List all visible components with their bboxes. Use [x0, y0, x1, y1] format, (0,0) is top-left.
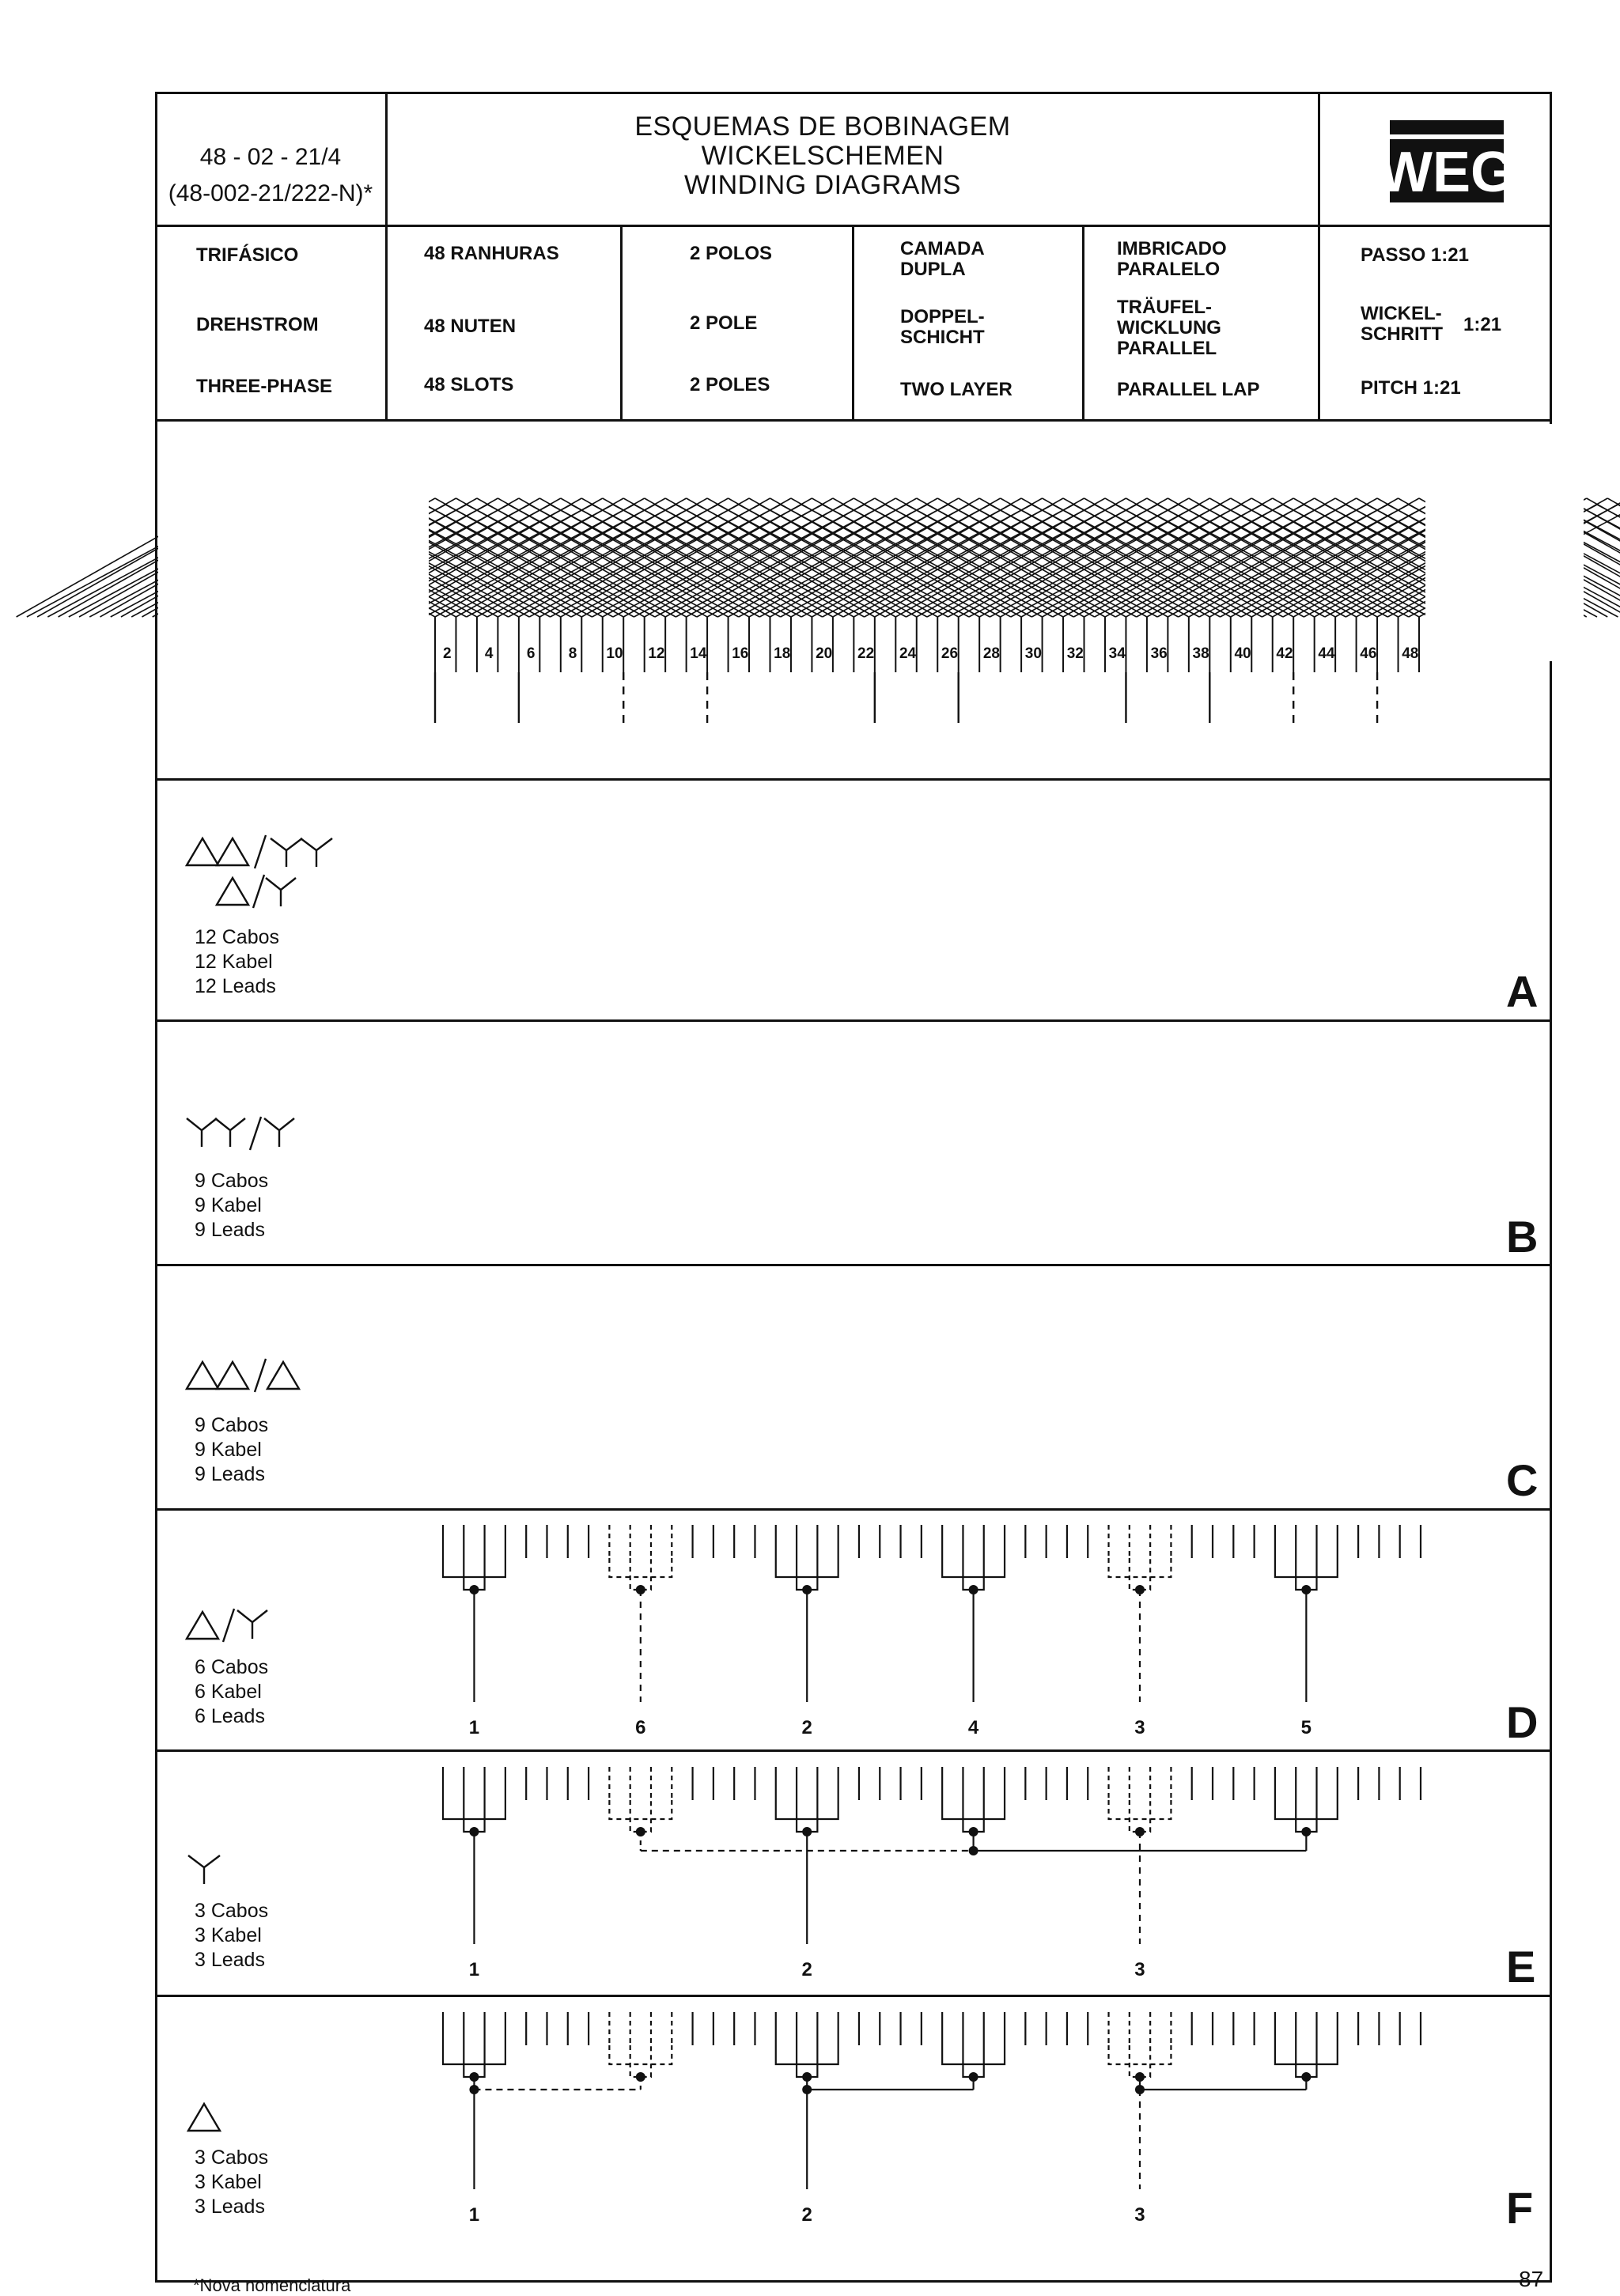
sep-e-f — [155, 1995, 1552, 1997]
slot-number: 40 — [1234, 645, 1251, 662]
spec-winding-de: TRÄUFEL- WICKLUNG PARALLEL — [1117, 297, 1221, 359]
slot-number: 26 — [941, 645, 959, 662]
section-letter: B — [1506, 1212, 1539, 1261]
page-number: 87 — [1519, 2267, 1544, 2291]
spec-slots-de: 48 NUTEN — [424, 316, 517, 337]
leads-line: 3 Cabos — [195, 1900, 269, 1922]
spec-pitch-de-value: 1:21 — [1463, 314, 1502, 335]
coil-group-bracket — [942, 2045, 1005, 2064]
connection-diagram-d — [0, 1512, 1582, 1749]
spec-layer-pt: CAMADA DUPLA — [900, 238, 985, 280]
slot-number: 46 — [1360, 645, 1377, 662]
slot-number: 6 — [526, 645, 536, 662]
slot-number: 32 — [1066, 645, 1084, 662]
symbol-stroke — [187, 838, 218, 865]
sep-d-e — [155, 1749, 1552, 1752]
symbol-stroke — [217, 838, 248, 865]
spec-slots-en: 48 SLOTS — [424, 374, 514, 395]
spec-poles — [690, 242, 848, 416]
spec-pitch-de: WICKEL- SCHRITT — [1361, 303, 1443, 345]
spec-poles-pt: 2 POLOS — [690, 243, 773, 264]
leads-line: 3 Kabel — [195, 2171, 262, 2193]
symbol-stroke — [255, 1359, 266, 1392]
leads-line: 6 Cabos — [195, 1656, 269, 1678]
page-title — [388, 112, 1258, 200]
spec-col-line-4 — [1082, 225, 1084, 421]
coil-group-bracket — [443, 1800, 505, 1819]
title-pt: ESQUEMAS DE BOBINAGEM — [634, 112, 1011, 142]
leads-line: 9 Cabos — [195, 1414, 269, 1436]
leads-line: 9 Cabos — [195, 1170, 269, 1192]
coil-group-bracket — [443, 2045, 505, 2064]
spec-phase-pt: TRIFÁSICO — [196, 244, 299, 266]
terminal-number: 4 — [967, 1717, 979, 1738]
weg-logo — [1379, 119, 1515, 206]
drawing-code — [158, 139, 383, 212]
leads-line: 3 Leads — [195, 2196, 265, 2218]
coil-group-bracket — [942, 1558, 1005, 1577]
spec-phase-de: DREHSTROM — [196, 314, 319, 335]
drawing-code-line2: (48-002-21/222-N)* — [168, 180, 373, 206]
terminal-number: 2 — [801, 2204, 812, 2226]
spec-layer — [900, 237, 1078, 416]
spec-col-line-5 — [1318, 225, 1320, 421]
leads-label — [195, 1169, 268, 1243]
leads-line: 3 Leads — [195, 1949, 265, 1971]
slot-number: 12 — [648, 645, 665, 662]
spec-phase-en: THREE-PHASE — [196, 376, 333, 397]
winding-diagram — [158, 424, 1550, 775]
spec-pitch — [1361, 242, 1549, 416]
spec-winding-pt: IMBRICADO PARALELO — [1117, 238, 1227, 280]
slot-number: 20 — [816, 645, 833, 662]
spec-layer-de: DOPPEL- SCHICHT — [900, 306, 985, 348]
connection-diagram-e — [0, 1754, 1582, 1992]
coil-group-bracket — [1275, 2045, 1338, 2064]
coil-group-bracket — [609, 1558, 672, 1577]
symbol-stroke — [253, 875, 264, 908]
symbol-stroke — [187, 1362, 218, 1389]
symbol-stroke — [215, 1118, 245, 1147]
symbol-stroke — [271, 838, 302, 867]
title-de: WICKELSCHEMEN — [701, 141, 944, 171]
leads-line: 9 Leads — [195, 1219, 265, 1241]
coil-group-bracket — [942, 1800, 1005, 1819]
slot-number: 28 — [982, 645, 1000, 662]
coil-group-bracket — [776, 1800, 838, 1819]
connection-symbol-icon — [185, 1356, 320, 1395]
leads-line: 3 Kabel — [195, 1924, 262, 1946]
slot-number: 38 — [1192, 645, 1209, 662]
coil-group-bracket — [609, 2045, 672, 2064]
leads-label — [195, 925, 279, 999]
slot-number: 22 — [857, 645, 875, 662]
spec-col-line-2 — [620, 225, 623, 421]
header-divider-right — [1318, 92, 1320, 226]
slot-number: 42 — [1276, 645, 1293, 662]
slot-number: 16 — [732, 645, 749, 662]
symbol-stroke — [217, 878, 248, 905]
terminal-number: 3 — [1134, 1717, 1145, 1738]
spec-poles-en: 2 POLES — [690, 374, 770, 395]
symbol-stroke — [264, 1118, 294, 1147]
terminal-number: 2 — [801, 1959, 812, 1980]
spec-poles-de: 2 POLE — [690, 312, 758, 334]
leads-line: 9 Kabel — [195, 1194, 262, 1216]
slot-number: 14 — [690, 645, 707, 662]
spec-pitch-pt: PASSO 1:21 — [1361, 244, 1469, 266]
star-point-dot — [969, 1846, 978, 1855]
terminal-number: 3 — [1134, 2204, 1145, 2226]
slot-number: 18 — [774, 645, 791, 662]
leads-line: 6 Kabel — [195, 1681, 262, 1703]
spec-winding-en: PARALLEL LAP — [1117, 379, 1260, 400]
sep-a-b — [155, 1019, 1552, 1022]
slot-number: 36 — [1150, 645, 1168, 662]
sep-b-c — [155, 1264, 1552, 1266]
leads-line: 9 Kabel — [195, 1439, 262, 1461]
slot-number: 44 — [1318, 645, 1335, 662]
symbol-stroke — [301, 838, 332, 867]
terminal-number: 5 — [1300, 1717, 1312, 1738]
coil-group-bracket — [443, 1558, 505, 1577]
spec-slots — [424, 242, 614, 416]
footnote: *Nova nomenclatura — [193, 2275, 351, 2295]
leads-line: 12 Cabos — [195, 926, 280, 948]
terminal-number: 6 — [635, 1717, 646, 1738]
spec-winding-type — [1117, 237, 1315, 416]
leads-label — [195, 1413, 268, 1487]
drawing-code-line1: 48 - 02 - 21/4 — [199, 144, 342, 170]
weg-logo-text: WEG — [1379, 141, 1515, 204]
section-letter: A — [1506, 966, 1539, 1016]
slot-lines — [435, 617, 1419, 672]
slot-number: 4 — [484, 645, 494, 662]
section-letter: E — [1506, 1942, 1536, 1992]
terminal-number: 1 — [468, 1717, 480, 1738]
section-letter: C — [1506, 1455, 1539, 1505]
spec-slots-pt: 48 RANHURAS — [424, 243, 559, 264]
coil-group-bracket — [1109, 2045, 1171, 2064]
leads-line: 12 Leads — [195, 975, 276, 997]
slot-number: 34 — [1108, 645, 1126, 662]
coil-group-bracket — [1275, 1558, 1338, 1577]
coil-group-bracket — [609, 1800, 672, 1819]
title-en: WINDING DIAGRAMS — [684, 170, 961, 200]
connection-symbol-icon — [185, 832, 343, 911]
section-letter: D — [1506, 1697, 1539, 1747]
mesh-mask-left — [158, 424, 429, 661]
mesh-mask-right — [1425, 424, 1584, 661]
slot-number: 2 — [442, 645, 452, 662]
spec-phase — [196, 242, 378, 416]
leads-line: 9 Leads — [195, 1463, 265, 1485]
spec-pitch-en: PITCH 1:21 — [1361, 377, 1461, 399]
sep-diagram-a — [155, 778, 1552, 781]
leads-line: 3 Cabos — [195, 2147, 269, 2169]
terminal-number: 1 — [468, 1959, 480, 1980]
terminal-number: 1 — [468, 2204, 480, 2226]
coil-group-bracket — [1109, 1558, 1171, 1577]
spec-layer-en: TWO LAYER — [900, 379, 1012, 400]
slot-number: 30 — [1024, 645, 1042, 662]
section-letter: F — [1506, 2183, 1534, 2233]
leads-line: 12 Kabel — [195, 951, 273, 973]
symbol-stroke — [217, 1362, 248, 1389]
terminal-number: 3 — [1134, 1959, 1145, 1980]
symbol-stroke — [266, 878, 296, 906]
slot-number: 8 — [568, 645, 577, 662]
symbol-stroke — [250, 1117, 261, 1150]
symbol-stroke — [267, 1362, 299, 1389]
slot-number: 48 — [1402, 645, 1419, 662]
spec-col-line-3 — [852, 225, 854, 421]
coil-group-bracket — [776, 2045, 838, 2064]
terminal-number: 2 — [801, 1717, 812, 1738]
slot-number: 24 — [899, 645, 917, 662]
sep-c-d — [155, 1508, 1552, 1511]
slot-number: 10 — [606, 645, 623, 662]
connection-symbol-icon — [185, 1114, 320, 1153]
coil-group-bracket — [1109, 1800, 1171, 1819]
coil-group-bracket — [1275, 1800, 1338, 1819]
symbol-stroke — [187, 1118, 217, 1147]
connection-diagram-f — [0, 1999, 1582, 2237]
symbol-stroke — [255, 835, 266, 868]
leads-line: 6 Leads — [195, 1705, 265, 1727]
coil-group-bracket — [776, 1558, 838, 1577]
